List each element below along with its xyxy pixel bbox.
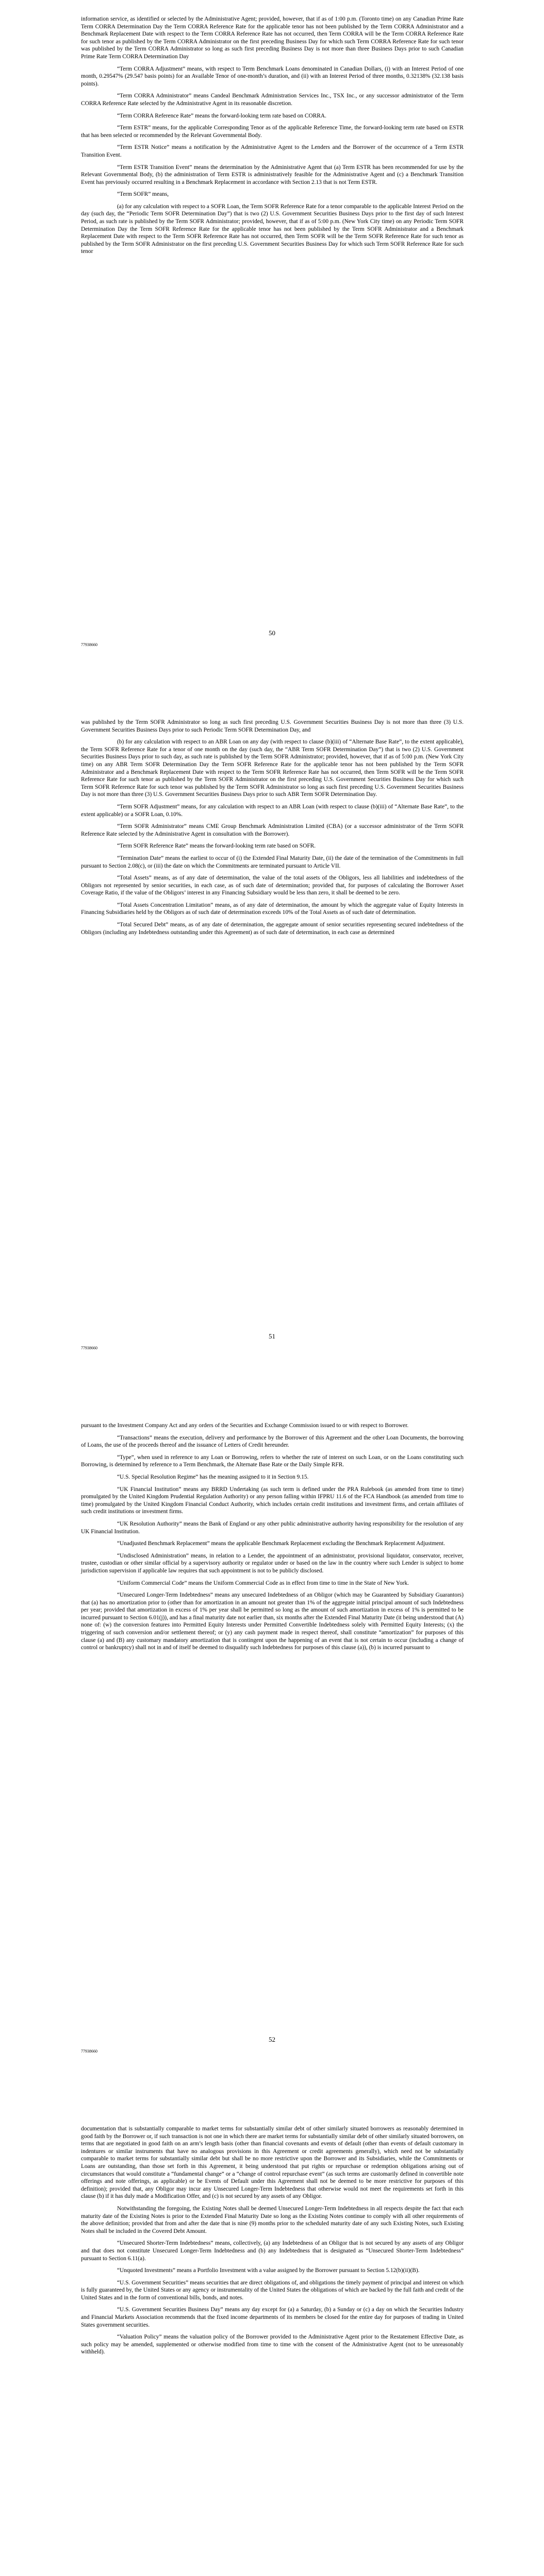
paragraph: was published by the Term SOFR Administrator so long as such first preceding U.S. Government Securities Business Day is not more than three (3) U.S. Government Securities Business Days prior to such Periodic Term SOFR Determination Day, and	[81, 719, 464, 733]
paragraph: “Term CORRA Administrator” means Candeal Benchmark Administration Services Inc., TSX Inc., or any successor administrator of the Term CORRA Reference Rate selected by the Administrative Agent in its reasonable discretion.	[81, 93, 464, 107]
paragraph: “Unquoted Investments” means a Portfolio Investment with a value assigned by the Borrower pursuant to Section 5.12(b)(ii)(B).	[117, 2267, 420, 2274]
paragraph: “Term SOFR Adjustment” means, for any calculation with respect to an ABR Loan (with respect to clause (b)(iii) of “Alternate Base Rate”, to the extent applicable) or a SOFR Loan, 0.10%.	[81, 803, 464, 818]
paragraph: “Unsecured Shorter-Term Indebtedness” means, collectively, (a) any Indebtedness of an Obligor that is not secured by any assets of any Obligor and that does not constitute Unsecured Longer-Term Indebtedness and (b) any Indebtedness that is designated as “Unsecured Shorter-Term Indebtedness” pursuant to Section 6.11(a).	[81, 2240, 464, 2262]
paragraph: “Undisclosed Administration” means, in relation to a Lender, the appointment of an administrator, provisional liquidator, conservator, receiver, trustee, custodian or other similar official by a supervisory authority or regulator under or based on the law in the country where such Lender is subject to home jurisdiction supervision if applicable law requires that such appointment is not to be publicly disclosed.	[81, 1552, 464, 1574]
paragraph: “Unadjusted Benchmark Replacement” means the applicable Benchmark Replacement excluding the Benchmark Replacement Adjustment.	[117, 1540, 446, 1547]
paragraph: “UK Resolution Authority” means the Bank of England or any other public administrative authority having responsibility for the resolution of any UK Financial Institution.	[81, 1520, 464, 1535]
document-page	[0, 1406, 544, 2110]
paragraph: “Term ESTR Transition Event” means the determination by the Administrative Agent that (a) Term ESTR has been recommended for use by the Relevant Governmental Body, (b) the administration of Term ESTR is administratively feasible for the Administrative Agent and (c) a Benchmark Transition Event has previously occurred resulting in a Benchmark Replacement in accordance with Section 2.13 that is not Term ESTR.	[81, 164, 464, 185]
paragraph: “U.S. Government Securities Business Day” means any day except for (a) a Saturday, (b) a Sunday or (c) a day on which the Securities Industry and Financial Markets Association recommends that the fixed income departments of its members be closed for the entire day for purposes of trading in United States government securities.	[81, 2307, 464, 2328]
paragraph: “U.S. Special Resolution Regime” has the meaning assigned to it in Section 9.15.	[117, 1473, 309, 1480]
document-id: 77938660	[81, 2049, 97, 2054]
paragraph: “Term SOFR” means,	[117, 191, 169, 198]
paragraph: “Term ESTR” means, for the applicable Corresponding Tenor as of the applicable Reference Time, the forward-looking term rate based on ESTR that has been selected or recommended by the Relevant Governmental Body.	[81, 125, 464, 139]
paragraph: “U.S. Government Securities” means securities that are direct obligations of, and obligations the timely payment of principal and interest on which is fully guaranteed by, the United States or any agency or instrumentality of the United States the obligations of which are backed by the full faith and credit of the United States and in the form of conventional bills, bonds, and notes.	[81, 2279, 464, 2301]
paragraph: documentation that is substantially comparable to market terms for substantially similar debt of other similarly situated borrowers as reasonably determined in good faith by the Borrower or, if such transaction is not one in which there are market terms for substantially similar debt of other similarly situated borrowers, on terms that are negotiated in good faith on an arm’s length basis (other than financial covenants and events of default (other than events of default customary in indentures or similar instruments that have no analogous provisions in this Agreement or credit agreements generally), which need not be substantially comparable to market terms for substantially similar debt but shall be no more restrictive upon the Borrower and its Subsidiaries, while the Commitments or Loans are outstanding, than those set forth in this Agreement, it being understood that put rights or repurchase or redemption obligations arising out of circumstances that would constitute a “fundamental change” or a “change of control repurchase event” (as such terms are customarily defined in convertible note offerings and note offerings, as applicable) or be Events of Default under this Agreement shall not be deemed to be more restrictive for purposes of this definition); provided that, any Obligor may incur any Unsecured Longer-Term Indebtedness that otherwise would not meet the requirements set forth in this clause (b) if it has duly made a Modification Offer, and (c) is not secured by any assets of any Obligor.	[81, 2126, 464, 2200]
paragraph: “Termination Date” means the earliest to occur of (i) the Extended Final Maturity Date, (ii) the date of the termination of the Commitments in full pursuant to Section 2.08(c), or (iii) the date on which the Commitments are terminated pursuant to Article VII.	[81, 855, 464, 869]
document-page	[0, 703, 544, 1406]
page-number: 51	[269, 1332, 275, 1340]
paragraph: “Type”, when used in reference to any Loan or Borrowing, refers to whether the rate of interest on such Loan, or on the Loans constituting such Borrowing, is determined by reference to a Term Benchmark, the Alternate Base Rate or the Daily Simple RFR.	[81, 1454, 464, 1468]
paragraph: Notwithstanding the foregoing, the Existing Notes shall be deemed Unsecured Longer-Term Indebtedness in all respects despite the fact that each maturity date of the Existing Notes is prior to the Extended Final Maturity Date so long as the Existing Notes continue to comply with all other requirements of the above definition; provided that from and after the date that is nine (9) months prior to the scheduled maturity date of any such Existing Notes, such Existing Notes shall be included in the Covered Debt Amount.	[81, 2205, 464, 2234]
paragraph: “Term CORRA Adjustment” means, with respect to Term Benchmark Loans denominated in Canadian Dollars, (i) with an Interest Period of one month, 0.29547% (29.547 basis points) for an Available Tenor of one-month’s duration, and (ii) with an Interest Period of three months, 0.32138% (32.138 basis points).	[81, 65, 464, 87]
paragraph: “Term SOFR Reference Rate” means the forward-looking term rate based on SOFR.	[117, 843, 316, 850]
paragraph: “Term ESTR Notice” means a notification by the Administrative Agent to the Lenders and the Borrower of the occurrence of a Term ESTR Transition Event.	[81, 144, 464, 158]
paragraph: “Total Assets” means, as of any date of determination, the value of the total assets of the Obligors, less all liabilities and indebtedness of the Obligors not represented by senior securities, in each case, as of such date of determination; provided that, for purposes of calculating the Borrower Asset Coverage Ratio, if the value of the Obligors’ interest in any Financing Subsidiary would be less than zero, it shall be deemed to be zero.	[81, 875, 464, 896]
page-body	[81, 2125, 464, 2361]
document-page	[0, 2110, 544, 2576]
paragraph: “Uniform Commercial Code” means the Uniform Commercial Code as in effect from time to time in the State of New York.	[117, 1580, 409, 1586]
paragraph: (a) for any calculation with respect to a SOFR Loan, the Term SOFR Reference Rate for a tenor comparable to the applicable Interest Period on the day (such day, the “Periodic Term SOFR Determination Day”) that is two (2) U.S. Government Securities Business Days prior to the first day of such Interest Period, as such rate is published by the Term SOFR Administrator; provided, however, that if as of 5:00 p.m. (New York City time) on any Periodic Term SOFR Determination Day the Term SOFR Reference Rate for the applicable tenor has not been published by the Term SOFR Administrator and a Benchmark Replacement Date with respect to the Term SOFR Reference Rate has not occurred, then Term SOFR will be the Term SOFR Reference Rate for such tenor as published by the Term SOFR Administrator on the first preceding U.S. Government Securities Business Day for which such Term SOFR Reference Rate for such tenor	[81, 203, 464, 255]
document-id: 77938660	[81, 642, 97, 647]
paragraph: pursuant to the Investment Company Act and any orders of the Securities and Exchange Commission issued to or with respect to Borrower.	[81, 1422, 409, 1429]
page-number: 50	[269, 629, 275, 637]
page-number: 52	[269, 2036, 275, 2043]
page-body	[81, 15, 464, 260]
paragraph: information service, as identified or selected by the Administrative Agent; provided, however, that if as of 1:00 p.m. (Toronto time) on any Canadian Prime Rate Term CORRA Determination Day the Term CORRA Reference Rate for the applicable tenor has not been published by the Term CORRA Administrator and a Benchmark Replacement Date with respect to the Term CORRA Reference Rate has not occurred, then Term CORRA will be the Term CORRA Reference Rate for such tenor as published by the Term CORRA Administrator on the first preceding Business Day for which such Term CORRA Reference Rate for such tenor was published by the Term CORRA Administrator so long as such first preceding Business Day is not more than three Business Days prior to such Canadian Prime Rate Term CORRA Determination Day	[81, 16, 464, 60]
document-page	[0, 0, 544, 703]
paragraph: (b) for any calculation with respect to an ABR Loan on any day (with respect to clause (b)(iii) of “Alternate Base Rate”, to the extent applicable), the Term SOFR Reference Rate for a tenor of one month on the day (such day, the “ABR Term SOFR Determination Day”) that is two (2) U.S. Government Securities Business Days prior to such day, as such rate is published by the Term SOFR Administrator; provided, however, that if as of 5:00 p.m. (New York City time) on any ABR Term SOFR Determination Day the Term SOFR Reference Rate for the applicable tenor has not been published by the Term SOFR Administrator and a Benchmark Replacement Date with respect to the Term SOFR Reference Rate has not occurred, then Term SOFR will be the Term SOFR Reference Rate for such tenor as published by the Term SOFR Administrator on the first preceding U.S. Government Securities Business Day for which such Term SOFR Reference Rate for such tenor was published by the Term SOFR Administrator so long as such first preceding U.S. Government Securities Business Day is not more than three (3) U.S. Government Securities Business Days prior to such ABR Term SOFR Determination Day.	[81, 739, 464, 798]
paragraph: “Unsecured Longer-Term Indebtedness” means any unsecured Indebtedness of an Obligor (which may be Guaranteed by Subsidiary Guarantors) that (a) has no amortization prior to (other than for amortization in an amount not greater than 1% of the aggregate initial principal amount of such Indebtedness per year; provided that amortization in excess of 1% per year shall be permitted so long as the amount of such amortization in excess of 1% is permitted to be incurred pursuant to Section 6.01(j)), and has a final maturity date not earlier than, six months after the Extended Final Maturity Date (it being understood that (A) none of: (w) the conversion features into Permitted Equity Interests under Permitted Convertible Indebtedness solely with Permitted Equity Interests; (x) the triggering of such conversion and/or settlement thereof; or (y) any cash payment made in respect thereof, shall constitute “amortization” for purposes of this clause (a) and (B) any customary mandatory amortization that is contingent upon the happening of an event that is not certain to occur (including a change of control or bankruptcy) shall not in and of itself be deemed to disqualify such Indebtedness for purposes of this clause (a)), (b) is incurred pursuant to	[81, 1592, 464, 1651]
paragraph: “UK Financial Institution” means any BRRD Undertaking (as such term is defined under the PRA Rulebook (as amended from time to time) promulgated by the United Kingdom Prudential Regulation Authority) or any person falling within IFPRU 11.6 of the FCA Handbook (as amended from time to time) promulgated by the United Kingdom Financial Conduct Authority, which includes certain credit institutions and investment firms, and certain affiliates of such credit institutions or investment firms.	[81, 1486, 464, 1515]
document-id: 77938660	[81, 1346, 97, 1350]
paragraph: “Valuation Policy” means the valuation policy of the Borrower provided to the Administrative Agent prior to the Restatement Effective Date, as such policy may be amended, supplemented or otherwise modified from time to time with the consent of the Administrative Agent (not to be unreasonably withheld).	[81, 2334, 464, 2355]
paragraph: “Term SOFR Administrator” means CME Group Benchmark Administration Limited (CBA) (or a successor administrator of the Term SOFR Reference Rate selected by the Administrative Agent in consultation with the Borrower).	[81, 823, 464, 837]
paragraph: “Total Secured Debt” means, as of any date of determination, the aggregate amount of senior securities representing secured indebtedness of the Obligors (including any Indebtedness outstanding under this Agreement) as of such date of determination, in each case as determined	[81, 922, 464, 936]
page-body	[81, 1422, 464, 1656]
page-body	[81, 719, 464, 941]
paragraph: “Total Assets Concentration Limitation” means, as of any date of determination, the amount by which the aggregate value of Equity Interests in Financing Subsidiaries held by the Obligors as of such date of determination exceeds 10% of the Total Assets as of such date of determination.	[81, 902, 464, 916]
paragraph: “Transactions” means the execution, delivery and performance by the Borrower of this Agreement and the other Loan Documents, the borrowing of Loans, the use of the proceeds thereof and the issuance of Letters of Credit hereunder.	[81, 1434, 464, 1449]
paragraph: “Term CORRA Reference Rate” means the forward-looking term rate based on CORRA.	[117, 112, 326, 119]
